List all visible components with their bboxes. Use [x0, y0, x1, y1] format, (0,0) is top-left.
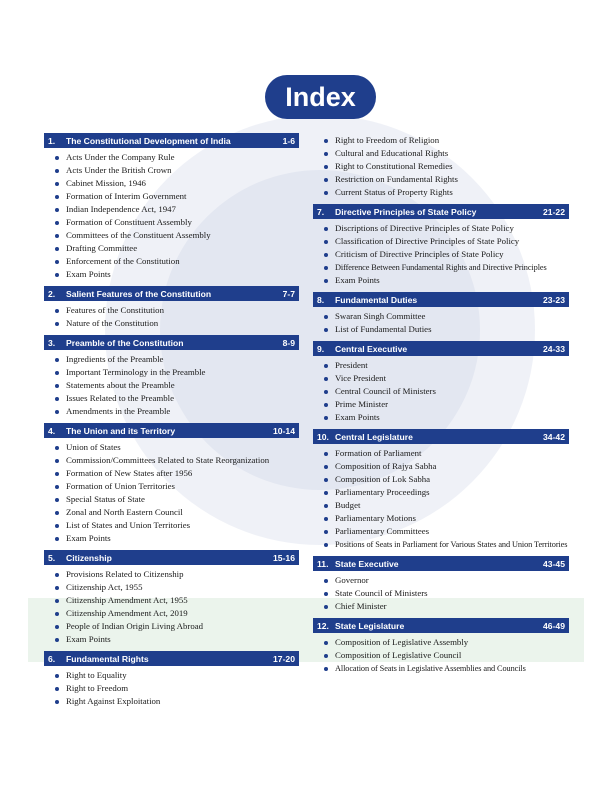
list-item: Right to Equality: [44, 669, 299, 682]
list-item: Composition of Legislative Council: [313, 649, 569, 662]
list-item: Prime Minister: [313, 398, 569, 411]
list-item: Exam Points: [44, 268, 299, 281]
section: [313, 618, 569, 680]
list-item: Exam Points: [313, 274, 569, 287]
section-number: 3.: [48, 337, 56, 348]
section-number: 4.: [48, 425, 56, 436]
section-number: 8.: [317, 294, 325, 305]
section-header[interactable]: [313, 556, 569, 571]
section: [44, 651, 299, 713]
list-item: Exam Points: [44, 633, 299, 646]
section-pages: 23-23: [543, 294, 565, 305]
section-header[interactable]: [44, 286, 299, 301]
list-item: Restriction on Fundamental Rights: [313, 173, 569, 186]
list-item: Formation of Parliament: [313, 447, 569, 460]
section-items: [313, 356, 569, 429]
section-pages: 17-20: [273, 653, 295, 664]
list-item: Important Terminology in the Preamble: [44, 366, 299, 379]
list-item: Statements about the Preamble: [44, 379, 299, 392]
section: [44, 423, 299, 550]
list-item: List of States and Union Territories: [44, 519, 299, 532]
section-number: 1.: [48, 135, 56, 146]
list-item: State Council of Ministers: [313, 587, 569, 600]
list-item: Acts Under the Company Rule: [44, 151, 299, 164]
list-item: Difference Between Fundamental Rights and Directive Principles: [313, 261, 569, 274]
list-item: Formation of Interim Government: [44, 190, 299, 203]
section-header[interactable]: [313, 618, 569, 633]
section: [44, 286, 299, 335]
section: [313, 556, 569, 618]
section-pages: 8-9: [282, 337, 295, 348]
list-item: Indian Independence Act, 1947: [44, 203, 299, 216]
section-header[interactable]: [44, 550, 299, 565]
list-item: Features of the Constitution: [44, 304, 299, 317]
list-item: Formation of New States after 1956: [44, 467, 299, 480]
list-item: Acts Under the British Crown: [44, 164, 299, 177]
section-number: 2.: [48, 288, 56, 299]
list-item: Amendments in the Preamble: [44, 405, 299, 418]
section-number: 7.: [317, 206, 325, 217]
list-item: Central Council of Ministers: [313, 385, 569, 398]
section-number: 12.: [317, 620, 329, 631]
section-header[interactable]: [44, 651, 299, 666]
list-item: President: [313, 359, 569, 372]
section-items: [44, 350, 299, 423]
list-item: Citizenship Act, 1955: [44, 581, 299, 594]
list-item: Chief Minister: [313, 600, 569, 613]
list-item: Special Status of State: [44, 493, 299, 506]
list-item: Discriptions of Directive Principles of State Policy: [313, 222, 569, 235]
list-item: Parliamentary Motions: [313, 512, 569, 525]
section-items: [44, 666, 299, 713]
section-number: 9.: [317, 343, 325, 354]
section-header[interactable]: [313, 204, 569, 219]
list-item: Classification of Directive Principles of State Policy: [313, 235, 569, 248]
list-item: Cultural and Educational Rights: [313, 147, 569, 160]
list-item: People of Indian Origin Living Abroad: [44, 620, 299, 633]
right-column: [313, 134, 569, 680]
list-item: Parliamentary Committees: [313, 525, 569, 538]
section-title: Preamble of the Constitution: [66, 337, 184, 348]
section-header[interactable]: [44, 133, 299, 148]
list-item: Vice President: [313, 372, 569, 385]
section-items: [313, 307, 569, 341]
list-item: Citizenship Amendment Act, 1955: [44, 594, 299, 607]
section-header[interactable]: [44, 335, 299, 350]
section-title: State Legislature: [335, 620, 405, 631]
list-item: List of Fundamental Duties: [313, 323, 569, 336]
section-header[interactable]: [313, 292, 569, 307]
list-item: Nature of the Constitution: [44, 317, 299, 330]
section-items: [44, 301, 299, 335]
section-title: Salient Features of the Constitution: [66, 288, 212, 299]
section-header[interactable]: [313, 341, 569, 356]
section-pages: 46-49: [543, 620, 565, 631]
section: [313, 292, 569, 341]
list-item: Enforcement of the Constitution: [44, 255, 299, 268]
section-number: 5.: [48, 552, 56, 563]
section-items: [44, 438, 299, 550]
list-item: Swaran Singh Committee: [313, 310, 569, 323]
list-item: Parliamentary Proceedings: [313, 486, 569, 499]
section-title: The Union and its Territory: [66, 425, 176, 436]
section-items: [313, 633, 569, 680]
list-item: Committees of the Constituent Assembly: [44, 229, 299, 242]
section: [44, 550, 299, 651]
list-item: Criticism of Directive Principles of State Policy: [313, 248, 569, 261]
list-item: Positions of Seats in Parliament for Various States and Union Territories: [313, 538, 569, 551]
section-title: Central Legislature: [335, 431, 413, 442]
list-item: Issues Related to the Preamble: [44, 392, 299, 405]
left-column: [44, 133, 299, 713]
section-pages: 15-16: [273, 552, 295, 563]
list-item: Commission/Committees Related to State Reorganization: [44, 454, 299, 467]
section-number: 10.: [317, 431, 329, 442]
list-item: Composition of Lok Sabha: [313, 473, 569, 486]
list-item: Formation of Union Territories: [44, 480, 299, 493]
section-items: [313, 571, 569, 618]
list-item: Citizenship Amendment Act, 2019: [44, 607, 299, 620]
section-header[interactable]: [313, 429, 569, 444]
list-item: Cabinet Mission, 1946: [44, 177, 299, 190]
section-pages: 10-14: [273, 425, 295, 436]
section: [313, 341, 569, 429]
list-item: Governor: [313, 574, 569, 587]
list-item: Exam Points: [313, 411, 569, 424]
section-title: Citizenship: [66, 552, 112, 563]
section-title: Fundamental Rights: [66, 653, 149, 664]
section: [313, 204, 569, 292]
list-item: Right to Freedom of Religion: [313, 134, 569, 147]
section-items: [44, 565, 299, 651]
section: [313, 429, 569, 556]
list-item: Allocation of Seats in Legislative Assemblies and Councils: [313, 662, 569, 675]
list-item: Current Status of Property Rights: [313, 186, 569, 199]
section-pages: 34-42: [543, 431, 565, 442]
continued-list: [313, 134, 569, 204]
list-item: Right to Freedom: [44, 682, 299, 695]
section-title: State Executive: [335, 558, 399, 569]
list-item: Right to Constitutional Remedies: [313, 160, 569, 173]
list-item: Provisions Related to Citizenship: [44, 568, 299, 581]
list-item: Exam Points: [44, 532, 299, 545]
section-number: 11.: [317, 558, 329, 569]
section-title: Directive Principles of State Policy: [335, 206, 477, 217]
list-item: Composition of Legislative Assembly: [313, 636, 569, 649]
list-item: Right Against Exploitation: [44, 695, 299, 708]
section-title: Fundamental Duties: [335, 294, 418, 305]
section-pages: 7-7: [282, 288, 295, 299]
list-item: Ingredients of the Preamble: [44, 353, 299, 366]
section-pages: 21-22: [543, 206, 565, 217]
page-title: Index: [265, 75, 376, 119]
section: [44, 335, 299, 423]
list-item: Budget: [313, 499, 569, 512]
section-pages: 1-6: [282, 135, 295, 146]
list-item: Composition of Rajya Sabha: [313, 460, 569, 473]
section-items: [44, 148, 299, 286]
section-title: The Constitutional Development of India: [66, 135, 231, 146]
section-pages: 24-33: [543, 343, 565, 354]
list-item: Union of States: [44, 441, 299, 454]
list-item: Drafting Committee: [44, 242, 299, 255]
list-item: Zonal and North Eastern Council: [44, 506, 299, 519]
section-title: Central Executive: [335, 343, 408, 354]
section-items: [313, 219, 569, 292]
section-number: 6.: [48, 653, 56, 664]
list-item: Formation of Constituent Assembly: [44, 216, 299, 229]
section-pages: 43-45: [543, 558, 565, 569]
section: [44, 133, 299, 286]
section-header[interactable]: [44, 423, 299, 438]
section-items: [313, 444, 569, 556]
